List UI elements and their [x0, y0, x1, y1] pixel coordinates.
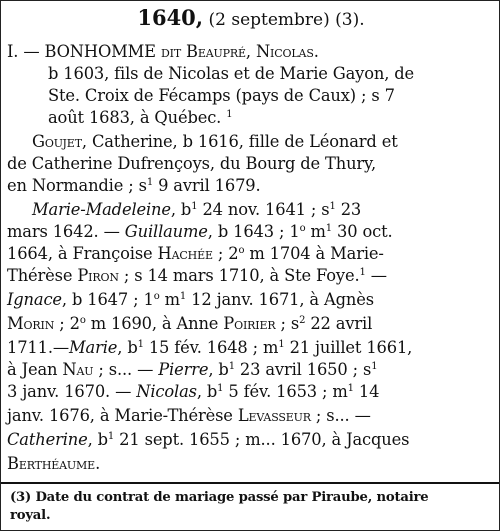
footnote-line: (3) Date du contrat de mariage passé par Piraube, notaire: [10, 490, 429, 505]
spouse-surname: Levasseur: [237, 406, 311, 425]
text-run: 21 juillet 1661,: [284, 338, 413, 357]
superscript: o: [299, 223, 306, 234]
text-run: Ste. Croix de Fécamps (pays de Caux) ; s 7: [48, 86, 395, 105]
text-run: 24 nov. 1641 ; s: [197, 200, 330, 219]
record-heading: [1, 5, 500, 33]
text-run: m 1690, à Anne: [85, 314, 224, 333]
record-year: 1640,: [137, 5, 204, 30]
text-line: [7, 405, 371, 427]
child-name: Marie-Madeleine: [32, 200, 171, 219]
text-run: , b 1643 ; 1: [207, 222, 300, 241]
text-run: 1664, à Françoise: [7, 244, 158, 263]
text-run: , b: [117, 338, 138, 357]
superscript: 1: [179, 291, 187, 302]
text-line: [7, 243, 384, 265]
text-line: [7, 337, 412, 359]
superscript: 1: [371, 361, 378, 372]
text-run: m 1704 à Marie-: [244, 244, 384, 263]
text-run: ; 2: [212, 244, 239, 263]
text-run: en Normandie ; s: [7, 176, 147, 195]
spouse-surname: Berthéaume: [7, 454, 96, 473]
text-run: août 1683, à Québec.: [48, 108, 222, 127]
text-run: , b: [170, 200, 192, 219]
text-run: m: [305, 222, 326, 241]
superscript: 1: [226, 109, 233, 120]
text-run: ; s... —: [310, 406, 371, 425]
text-line: [7, 313, 372, 335]
child-name: Marie: [69, 338, 118, 357]
entry-number-surname: I. — BONHOMME: [7, 42, 161, 61]
text-run: , b: [208, 360, 229, 379]
entry-alias-name: dit Beaupré, Nicolas: [160, 42, 314, 61]
spouse-surname: Goujet: [32, 132, 82, 151]
text-run: ; 2: [54, 314, 80, 333]
spouse-surname: Hachée: [157, 244, 213, 263]
text-run: , Catherine, b 1616, fille de Léonard et: [81, 132, 398, 151]
record-date: (2 septembre): [208, 10, 330, 30]
superscript: 1: [217, 383, 224, 394]
superscript: 1: [325, 223, 332, 234]
text-run: , b: [196, 382, 218, 401]
text-run: 15 fév. 1648 ; m: [143, 338, 279, 357]
spouse-surname: Poirier: [223, 314, 276, 333]
text-run: ; s: [275, 314, 300, 333]
superscript: 1: [146, 177, 154, 188]
text-line: [48, 63, 414, 85]
text-line: [7, 289, 374, 311]
text-run: m: [159, 290, 180, 309]
text-line: [32, 199, 361, 221]
superscript: 1: [278, 339, 285, 350]
text-run: 14: [353, 382, 380, 401]
superscript: o: [238, 245, 245, 256]
text-run: 5 fév. 1653 ; m: [223, 382, 348, 401]
child-name: Pierre: [158, 360, 209, 379]
superscript: 1: [329, 201, 336, 212]
text-run: Thérèse: [7, 266, 78, 285]
text-run: 30 oct.: [332, 222, 393, 241]
text-run: 21 sept. 1655 ; m... 1670, à Jacques: [114, 430, 410, 449]
superscript: 1: [137, 339, 144, 350]
superscript: 1: [347, 383, 354, 394]
text-line: [7, 381, 379, 403]
text-run: mars 1642. —: [7, 222, 125, 241]
text-line: [7, 359, 377, 381]
child-name: Nicolas: [136, 382, 197, 401]
text-line: [48, 85, 395, 107]
text-line: [48, 107, 232, 129]
text-run: ; s 14 mars 1710, à Ste Foye.: [118, 266, 360, 285]
superscript: 1: [228, 361, 235, 372]
superscript: 1: [107, 431, 115, 442]
text-line: [7, 265, 387, 287]
footnote-reference: (3).: [335, 10, 365, 30]
text-run: b 1603, fils de Nicolas et de Marie Gayon, de: [48, 64, 415, 83]
text-run: —: [365, 266, 387, 285]
text-line: [7, 175, 261, 197]
text-run: 1711.—: [7, 338, 69, 357]
text-run: , b 1647 ; 1: [61, 290, 154, 309]
text-run: 12 janv. 1671, à Agnès: [186, 290, 374, 309]
spouse-surname: Nau: [62, 360, 94, 379]
footnote-divider: [1, 482, 499, 484]
superscript: 2: [299, 315, 306, 326]
text-run: 9 avril 1679.: [153, 176, 261, 195]
text-run: 22 avril: [305, 314, 373, 333]
spouse-surname: Morin: [7, 314, 55, 333]
text-run: janv. 1676, à Marie-Thérèse: [7, 406, 238, 425]
text-run: à Jean: [7, 360, 63, 379]
text-line: [7, 453, 100, 475]
text-line: [7, 221, 393, 243]
text-line: [32, 131, 398, 153]
spouse-surname: Piron: [77, 266, 119, 285]
entry-title-line: [7, 41, 319, 63]
text-run: 3 janv. 1670. —: [7, 382, 137, 401]
text-run: ; s... —: [93, 360, 159, 379]
child-name: Guillaume: [124, 222, 208, 241]
footnote-line: royal.: [10, 508, 51, 523]
text-run: , b: [87, 430, 108, 449]
superscript: 1: [359, 267, 366, 278]
superscript: 1: [191, 201, 198, 212]
text-line: [7, 429, 409, 451]
superscript: o: [79, 315, 86, 326]
text-line: [7, 153, 376, 175]
child-name: Ignace: [7, 290, 62, 309]
text-run: 23: [335, 200, 362, 219]
text-run: de Catherine Dufrençoys, du Bourg de Thury,: [7, 154, 376, 173]
superscript: o: [153, 291, 160, 302]
child-name: Catherine: [7, 430, 88, 449]
text-run: 23 avril 1650 ; s: [234, 360, 372, 379]
text-run: .: [95, 454, 101, 473]
text-run: .: [313, 42, 319, 61]
